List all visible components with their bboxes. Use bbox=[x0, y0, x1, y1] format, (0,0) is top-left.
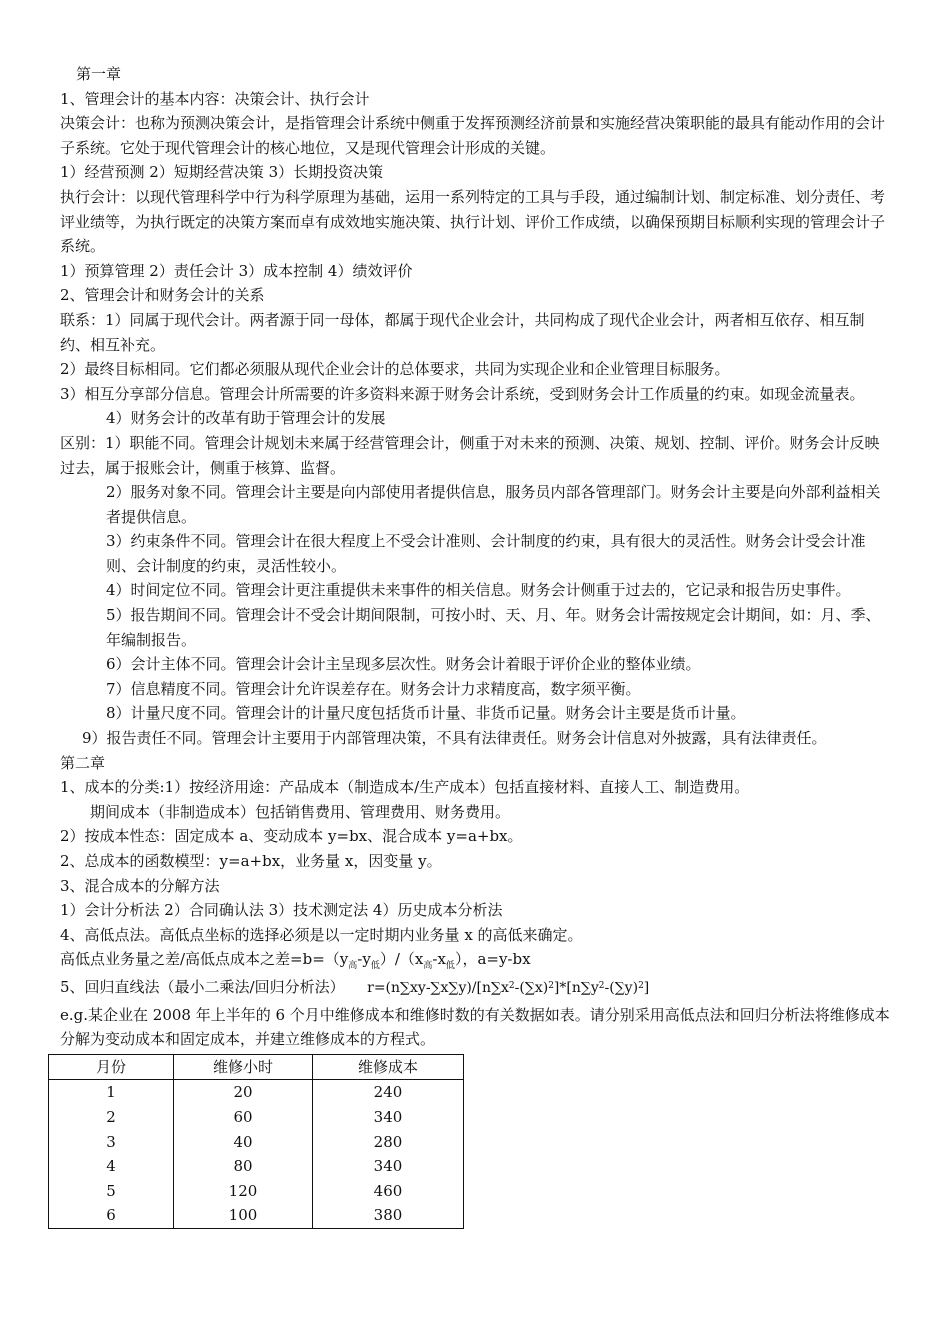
difference-point-6: 6）会计主体不同。管理会计会计主呈现多层次性。财务会计着眼于评价企业的整体业绩。 bbox=[106, 655, 701, 674]
table-row bbox=[49, 1105, 464, 1130]
difference-point-9: 9）报告责任不同。管理会计主要用于内部管理决策，不具有法律责任。财务会计信息对外披露，具有法律责任。 bbox=[82, 729, 827, 748]
chapter2-title: 第二章 bbox=[60, 753, 106, 772]
table-header-row bbox=[49, 1054, 464, 1080]
regression-formula bbox=[367, 980, 649, 996]
execution-accounting-paragraph: 执行会计：以现代管理科学中行为科学原理为基础，运用一系列特定的工具与手段，通过编制计划、制定标准、划分责任、考评业绩等，为执行既定的决策方案而卓有成效地实施决策、执行计划、评价工作成绩，以确保预期目标顺利实现的管理会计子系统。 bbox=[60, 187, 886, 256]
formula-part: r=(n∑xy-∑x∑y)/[n∑x bbox=[367, 979, 509, 996]
cost-classification-1: 1、成本的分类:1）按经济用途：产品成本（制造成本/生产成本）包括直接材料、直接人工、制造费用。 bbox=[60, 778, 750, 797]
formula-part: ]*[n∑y bbox=[553, 979, 599, 996]
subscript-high: 高 bbox=[423, 961, 433, 972]
link-point-1: 联系：1）同属于现代会计。两者源于同一母体，都属于现代企业会计，共同构成了现代企业会计，两者相互依存、相互制约、相互补充。 bbox=[60, 310, 865, 354]
table-row bbox=[49, 1203, 464, 1228]
mixed-cost-heading: 3、混合成本的分解方法 bbox=[60, 876, 220, 895]
formula-part: -x bbox=[432, 950, 446, 969]
subscript-low: 低 bbox=[370, 961, 380, 972]
header-cost: 维修成本 bbox=[313, 1054, 464, 1080]
table-row bbox=[49, 1179, 464, 1204]
difference-point-3: 3）约束条件不同。管理会计在很大程度上不受会计准则、会计制度的约束，具有很大的灵活性。财务会计受会计准则、会计制度的约束，灵活性较小。 bbox=[106, 532, 866, 575]
cell-hours: 20 bbox=[174, 1080, 313, 1105]
table-row bbox=[49, 1130, 464, 1155]
formula-part: ）/（x bbox=[379, 950, 424, 969]
cell-month: 1 bbox=[49, 1080, 174, 1105]
total-cost-model: 2、总成本的函数模型：y=a+bx，业务量 x，因变量 y。 bbox=[60, 852, 442, 870]
difference-point-1: 区别：1）职能不同。管理会计规划未来属于经营管理会计，侧重于对未来的预测、决策、规划、控制、评价。财务会计反映过去，属于报账会计，侧重于核算、监督。 bbox=[60, 433, 880, 477]
example-problem: e.g.某企业在 2008 年上半年的 6 个月中维修成本和维修时数的有关数据如表。请分别采用高低点法和回归分析法将维修成本分解为变动成本和固定成本，并建立维修成本的方程式。 bbox=[60, 1005, 890, 1049]
decomposition-methods: 1）会计分析法 2）合同确认法 3）技术测定法 4）历史成本分析法 bbox=[60, 901, 503, 920]
cell-month: 2 bbox=[49, 1105, 174, 1130]
formula-part: -(∑x) bbox=[514, 979, 549, 996]
header-hours: 维修小时 bbox=[174, 1054, 313, 1080]
link-point-2: 2）最终目标相同。它们都必须服从现代企业会计的总体要求，共同为实现企业和企业管理目标服务。 bbox=[60, 360, 730, 379]
high-low-formula bbox=[60, 947, 894, 975]
cell-hours: 60 bbox=[174, 1105, 313, 1130]
cost-classification-2: 2）按成本性态：固定成本 a、变动成本 y=bx、混合成本 y=a+bx。 bbox=[60, 827, 523, 846]
subscript-high: 高 bbox=[348, 961, 358, 972]
cell-cost: 240 bbox=[313, 1080, 464, 1105]
cell-month: 5 bbox=[49, 1179, 174, 1204]
cell-hours: 120 bbox=[174, 1179, 313, 1204]
difference-point-7: 7）信息精度不同。管理会计允许误差存在。财务会计力求精度高，数字须平衡。 bbox=[106, 679, 641, 698]
cell-cost: 340 bbox=[313, 1105, 464, 1130]
formula-part: -(∑y) bbox=[604, 979, 639, 996]
period-cost: 期间成本（非制造成本）包括销售费用、管理费用、财务费用。 bbox=[90, 802, 511, 821]
difference-point-2: 2）服务对象不同。管理会计主要是向内部使用者提供信息，服务员内部各管理部门。财务会计主要是向外部利益相关者提供信息。 bbox=[106, 483, 881, 526]
regression-label: 5、回归直线法（最小二乘法/回归分析法） bbox=[60, 977, 338, 996]
difference-point-8: 8）计量尺度不同。管理会计的计量尺度包括货币计量、非货币记量。财务会计主要是货币计量。 bbox=[106, 704, 746, 723]
cell-month: 3 bbox=[49, 1130, 174, 1155]
subscript-low: 低 bbox=[445, 961, 455, 972]
execution-accounting-items: 1）预算管理 2）责任会计 3）成本控制 4）绩效评价 bbox=[60, 261, 413, 280]
high-low-method: 4、高低点法。高低点坐标的选择必须是以一定时期内业务量 x 的高低来确定。 bbox=[60, 925, 583, 944]
formula-tail: ），a=y-bx bbox=[454, 950, 531, 969]
formula-part: -y bbox=[357, 950, 371, 969]
cell-month: 4 bbox=[49, 1154, 174, 1179]
section2-heading: 2、管理会计和财务会计的关系 bbox=[60, 286, 265, 305]
superscript: 2 bbox=[638, 980, 644, 991]
superscript: 2 bbox=[548, 980, 554, 991]
table-row bbox=[49, 1080, 464, 1105]
header-month: 月份 bbox=[49, 1054, 174, 1080]
cell-cost: 280 bbox=[313, 1130, 464, 1155]
section1-heading: 1、管理会计的基本内容：决策会计、执行会计 bbox=[60, 89, 370, 108]
superscript: 2 bbox=[508, 980, 515, 991]
difference-point-4-5: 4）时间定位不同。管理会计更注重提供未来事件的相关信息。财务会计侧重于过去的，它记录和报告历史事件。 5）报告期间不同。管理会计不受会计期间限制，可按小时、天、月、年。财务会计需按规定会计期间，如：月、季、年编制报告。 bbox=[106, 581, 889, 649]
link-point-3: 3）相互分享部分信息。管理会计所需要的许多资料来源于财务会计系统，受到财务会计工作质量的约束。如现金流量表。 bbox=[60, 384, 865, 403]
formula-lead: 高低点业务量之差/高低点成本之差=b=（y bbox=[60, 950, 349, 969]
cell-hours: 80 bbox=[174, 1154, 313, 1179]
cell-month: 6 bbox=[49, 1203, 174, 1228]
decision-accounting-items: 1）经营预测 2）短期经营决策 3）长期投资决策 bbox=[60, 163, 384, 182]
regression-line bbox=[60, 975, 894, 1003]
cell-hours: 40 bbox=[174, 1130, 313, 1155]
cell-cost: 380 bbox=[313, 1203, 464, 1228]
maintenance-data-table bbox=[48, 1054, 464, 1229]
table-row bbox=[49, 1154, 464, 1179]
chapter1-title: 第一章 bbox=[76, 65, 122, 83]
cell-cost: 340 bbox=[313, 1154, 464, 1179]
cell-cost: 460 bbox=[313, 1179, 464, 1204]
cell-hours: 100 bbox=[174, 1203, 313, 1228]
formula-part: ] bbox=[643, 979, 650, 996]
decision-accounting-paragraph: 决策会计：也称为预测决策会计，是指管理会计系统中侧重于发挥预测经济前景和实施经营决策职能的最具有能动作用的会计子系统。它处于现代管理会计的核心地位，又是现代管理会计形成的关键。 bbox=[60, 114, 886, 157]
link-point-4: 4）财务会计的改革有助于管理会计的发展 bbox=[106, 409, 386, 428]
superscript: 2 bbox=[598, 980, 605, 991]
